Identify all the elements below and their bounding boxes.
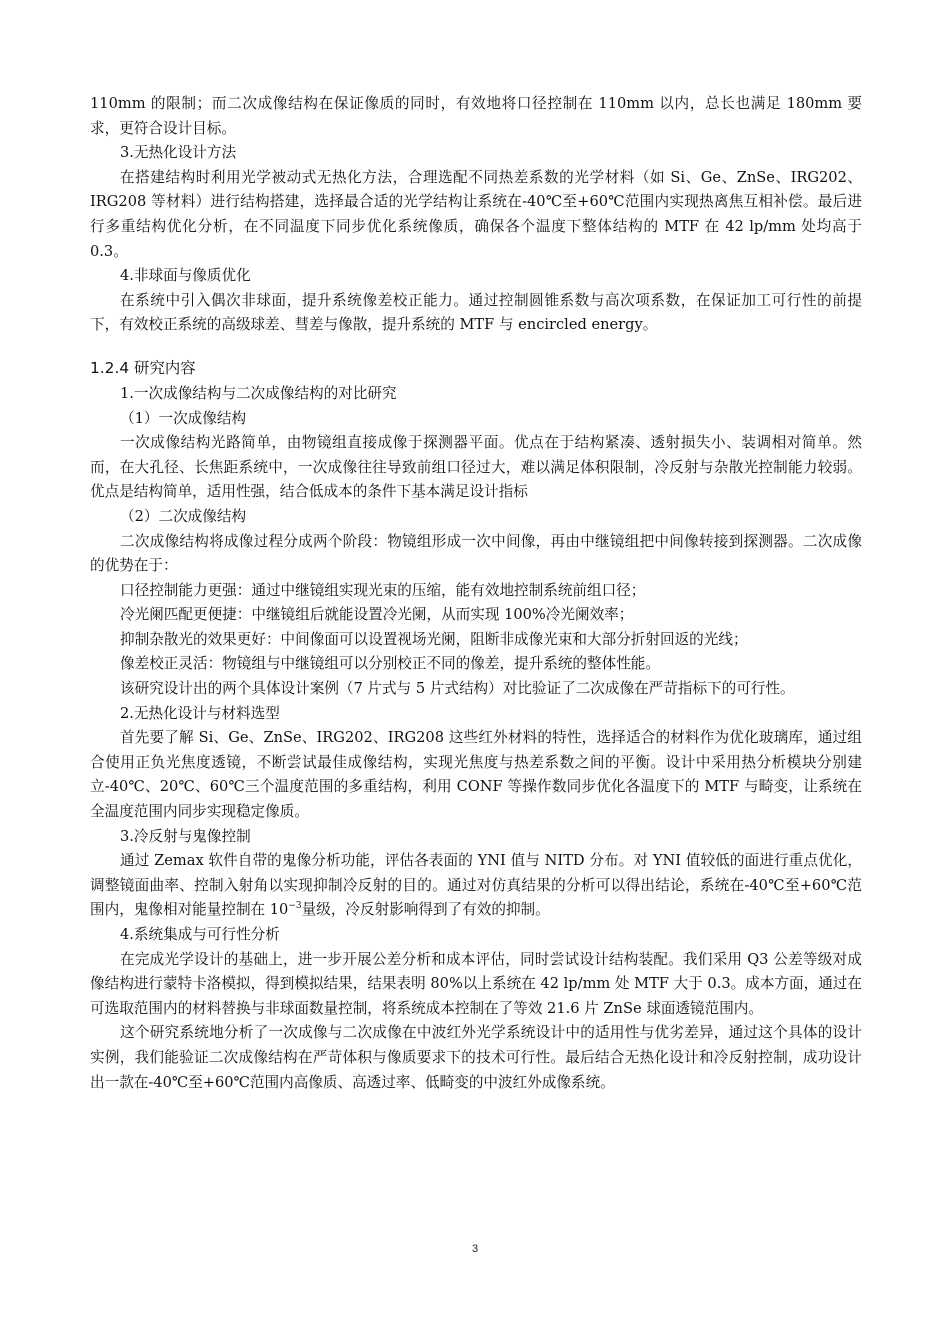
page-number: 3: [471, 1243, 479, 1255]
item3-title: 3.冷反射与鬼像控制: [120, 827, 251, 845]
heading-athermal-method: 3.无热化设计方法: [120, 144, 237, 162]
advantage-aperture: 口径控制能力更强：通过中继镜组实现光束的压缩，能有效地控制系统前组口径；: [120, 581, 646, 599]
item4-text: 在完成光学设计的基础上，进一步开展公差分析和成本评估，同时尝试设计结构装配。我们采用 Q3 公差等级对成像结构进行蒙特卡洛模拟，得到模拟结果，结果表明 80%以上系统在 42 lp/mm 处 MTF 大于 0.3。成本方面，通过在可选取范围内的材料替换与非球面数量控制，将系统成本控制在了等效 21.6 片 ZnSe 球面透镜范围内。: [90, 950, 862, 1017]
sub2-title: （2）二次成像结构: [120, 507, 247, 525]
document-body: [90, 92, 862, 1095]
item2-title: 2.无热化设计与材料选型: [120, 704, 280, 722]
item1-title: 1.一次成像结构与二次成像结构的对比研究: [120, 384, 397, 402]
paragraph-athermal-method: 在搭建结构时利用光学被动式无热化方法，合理选配不同热差系数的光学材料（如 Si、Ge、ZnSe、IRG202、IRG208 等材料）进行结构搭建，选择最合适的光学结构让系统在-40℃至+60℃范围内实现热离焦互相补偿。最后进行多重结构优化分析，在不同温度下同步优化系统像质，确保各个温度下整体结构的 MTF 在 42 lp/mm 处均高于 0.3。: [90, 168, 862, 260]
item3-text-a: 通过 Zemax 软件自带的鬼像分析功能，评估各表面的 YNI 值与 NITD 分布。对 YNI 值较低的面进行重点优化，调整镜面曲率、控制入射角以实现抑制冷反射的目的。通过对仿真结果的分析可以得出结论，系统在-40℃至+60℃范围内，鬼像相对能量控制在 10: [90, 852, 862, 919]
exponent-superscript: −3: [288, 901, 302, 912]
summary-paragraph: 这个研究系统地分析了一次成像与二次成像在中波红外光学系统设计中的适用性与优劣差异，通过这个具体的设计实例，我们能验证二次成像结构在严苛体积与像质要求下的技术可行性。最后结合无热化设计和冷反射控制，成功设计出一款在-40℃至+60℃范围内高像质、高透过率、低畸变的中波红外成像系统。: [90, 1024, 862, 1091]
heading-aspheric-optimization: 4.非球面与像质优化: [120, 267, 251, 285]
sub1-title: （1）一次成像结构: [120, 409, 247, 427]
item2-text: 首先要了解 Si、Ge、ZnSe、IRG202、IRG208 这些红外材料的特性，选择适合的材料作为优化玻璃库，通过组合使用正负光焦度透镜，不断尝试最佳成像结构，实现光焦度与热差系数之间的平衡。设计中采用热分析模块分别建立-40℃、20℃、60℃三个温度范围的多重结构，利用 CONF 等操作数同步优化各温度下的 MTF 与畸变，让系统在全温度范围内同步实现稳定像质。: [90, 729, 862, 821]
sub2-conclusion: 该研究设计出的两个具体设计案例（7 片式与 5 片式结构）对比验证了二次成像在严苛指标下的可行性。: [120, 680, 795, 698]
item3-text: [90, 849, 862, 923]
paragraph-aspheric-optimization: 在系统中引入偶次非球面，提升系统像差校正能力。通过控制圆锥系数与高次项系数，在保证加工可行性的前提下，有效校正系统的高级球差、彗差与像散，提升系统的 MTF 与 encircled energy。: [90, 291, 862, 334]
item3-text-b: 量级，冷反射影响得到了有效的抑制。: [301, 901, 550, 919]
advantage-stray-light: 抑制杂散光的效果更好：中间像面可以设置视场光阑，阻断非成像光束和大部分折射回返的光线；: [120, 630, 748, 648]
section-title-1-2-4: 1.2.4 研究内容: [90, 358, 196, 377]
sub1-text: 一次成像结构光路简单，由物镜组直接成像于探测器平面。优点在于结构紧凑、透射损失小、装调相对简单。然而，在大孔径、长焦距系统中，一次成像往往导致前组口径过大，难以满足体积限制，冷反射与杂散光控制能力较弱。优点是结构简单，适用性强，结合低成本的条件下基本满足设计指标: [90, 434, 862, 501]
advantage-cold-stop: 冷光阑匹配更便捷：中继镜组后就能设置冷光阑，从而实现 100%冷光阑效率；: [120, 606, 634, 624]
item4-title: 4.系统集成与可行性分析: [120, 926, 280, 943]
advantage-aberration: 像差校正灵活：物镜组与中继镜组可以分别校正不同的像差，提升系统的整体性能。: [120, 655, 660, 673]
sub2-text: 二次成像结构将成像过程分成两个阶段：物镜组形成一次中间像，再由中继镜组把中间像转接到探测器。二次成像的优势在于：: [90, 532, 862, 575]
paragraph-aperture-limit: 110mm 的限制；而二次成像结构在保证像质的同时，有效地将口径控制在 110mm 以内，总长也满足 180mm 要求，更符合设计目标。: [90, 95, 862, 137]
